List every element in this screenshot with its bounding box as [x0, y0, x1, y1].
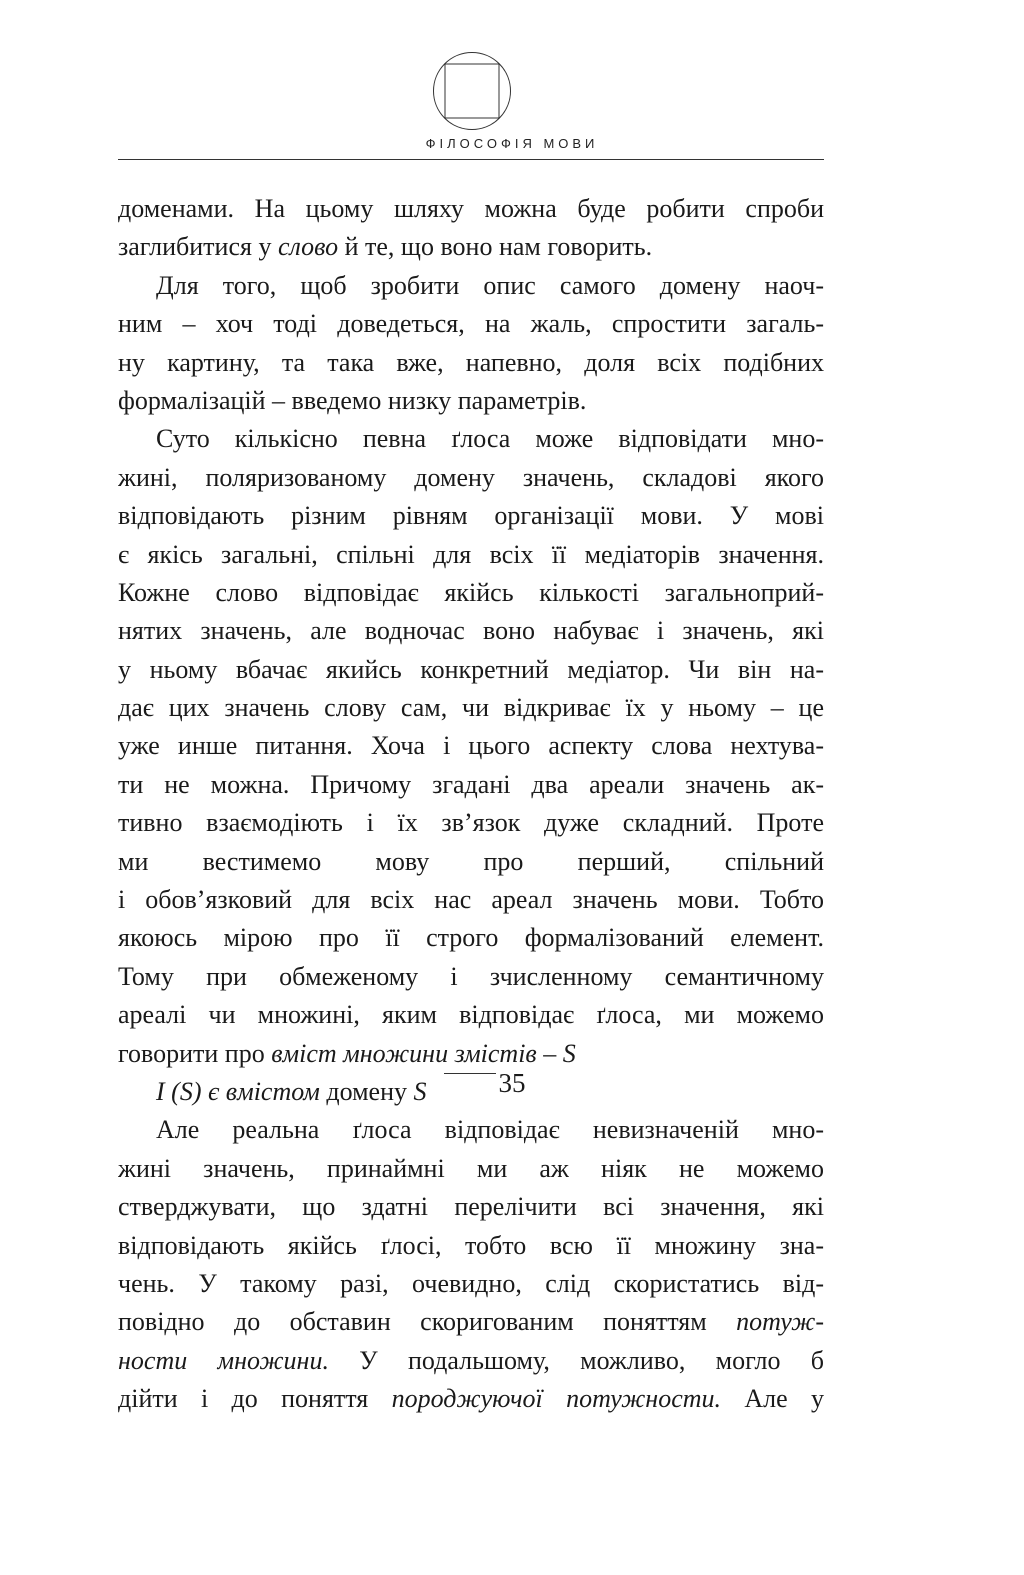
text-line [118, 689, 824, 727]
text-line [118, 420, 824, 458]
text-line [118, 382, 824, 420]
text-run: нятих значень, але водночас воно набуває і значень, які [118, 616, 824, 646]
vitruvian-emblem-icon [432, 51, 512, 131]
italic-term: потуж- [736, 1307, 824, 1337]
text-line [118, 766, 824, 804]
text-line [118, 958, 824, 996]
italic-term: слово [277, 232, 339, 262]
running-head: ФІЛОСОФІЯ МОВИ [425, 136, 599, 151]
text-line [118, 1265, 824, 1303]
text-run: тивно взаємодіють і їх зв’язок дуже складний. Проте [118, 808, 824, 838]
text-run: ареалі чи множині, яким відповідає ґлоса, ми можемо [118, 1000, 824, 1030]
text-run: повідно до обставин скоригованим поняттям [118, 1307, 737, 1337]
text-run: ну картину, та така вже, напевно, доля всіх подібних [118, 347, 824, 377]
text-run: Але у [721, 1384, 824, 1414]
text-run: дійти і до поняття [118, 1384, 392, 1414]
text-line [118, 1111, 824, 1149]
text-line [118, 804, 824, 842]
italic-term: вміст множини змістів – S [271, 1038, 576, 1068]
text-line [118, 228, 824, 266]
text-run: чень. У такому разі, очевидно, слід скористатись від- [118, 1268, 824, 1298]
text-line [118, 190, 824, 228]
page-number: 35 [498, 1068, 526, 1098]
text-run: ми вестимемо мову про перший, спільний [118, 846, 824, 876]
text-line [118, 1227, 824, 1265]
text-line [118, 1380, 824, 1418]
text-line [118, 651, 824, 689]
text-run: уже инше питання. Хоча і цього аспекту слова нехтува- [118, 731, 824, 761]
text-run: домену [319, 1076, 414, 1106]
text-line [118, 1188, 824, 1226]
text-line [118, 267, 824, 305]
text-run: Суто кількісно певна ґлоса може відповідати мно- [156, 424, 824, 454]
text-run: й те, що воно нам говорить. [338, 232, 653, 262]
text-line [118, 459, 824, 497]
text-run: є якісь загальні, спільні для всіх її медіаторів значення. [118, 539, 824, 569]
text-run: Кожне слово відповідає якійсь кількості загальноприй- [118, 577, 824, 607]
text-run: ним – хоч тоді доведеться, на жаль, спростити загаль- [118, 309, 824, 339]
text-line [118, 1150, 824, 1188]
text-run: жині значень, принаймні ми аж ніяк не можемо [118, 1153, 824, 1183]
text-run: відповідають якійсь ґлосі, тобто всю її множину зна- [118, 1230, 824, 1260]
italic-term: S [413, 1076, 427, 1106]
body-text [118, 190, 824, 1419]
text-run: говорити про [118, 1038, 272, 1068]
text-run: у ньому вбачає якийсь конкретний медіатор. Чи він на- [118, 654, 824, 684]
text-line [118, 727, 824, 765]
text-run: ти не можна. Причому згадані два ареали значень ак- [118, 769, 824, 799]
text-line [118, 1342, 824, 1380]
text-line [118, 344, 824, 382]
text-line [118, 881, 824, 919]
text-run: стверджувати, що здатні перелічити всі значення, які [118, 1192, 824, 1222]
text-line [118, 497, 824, 535]
italic-term: породжуючої потужности. [391, 1384, 722, 1414]
text-line [118, 919, 824, 957]
text-line [118, 843, 824, 881]
text-run: У подальшому, можливо, могло б [328, 1345, 824, 1375]
text-run: і обов’язковий для всіх нас ареал значень мови. Тобто [118, 885, 824, 915]
text-line [118, 612, 824, 650]
text-run: доменами. На цьому шляху можна буде робити спроби [118, 194, 824, 223]
text-run: жині, поляризованому домену значень, складові якого [118, 462, 824, 492]
text-line [118, 536, 824, 574]
text-run: заглибитися у [118, 232, 278, 262]
text-run: Тому при обмеженому і зчисленному семантичному [118, 961, 824, 991]
text-line [118, 996, 824, 1034]
text-run: Але реальна ґлоса відповідає невизначеній мно- [156, 1115, 824, 1145]
text-run: дає цих значень слову сам, чи відкриває їх у ньому – це [118, 693, 824, 723]
text-line [118, 574, 824, 612]
text-run: формалізацій – введемо низку параметрів. [118, 385, 587, 415]
text-run: Для того, щоб зробити опис самого домену наоч- [156, 270, 824, 300]
text-line [118, 1303, 824, 1341]
header-divider [118, 159, 824, 160]
text-run: відповідають різним рівням організації мови. У мові [118, 501, 824, 531]
text-line [118, 305, 824, 343]
italic-term: ности множини. [118, 1345, 329, 1375]
text-run: якоюсь мірою про її строго формалізований елемент. [118, 923, 824, 953]
italic-term: I (S) є вмістом [156, 1076, 320, 1106]
